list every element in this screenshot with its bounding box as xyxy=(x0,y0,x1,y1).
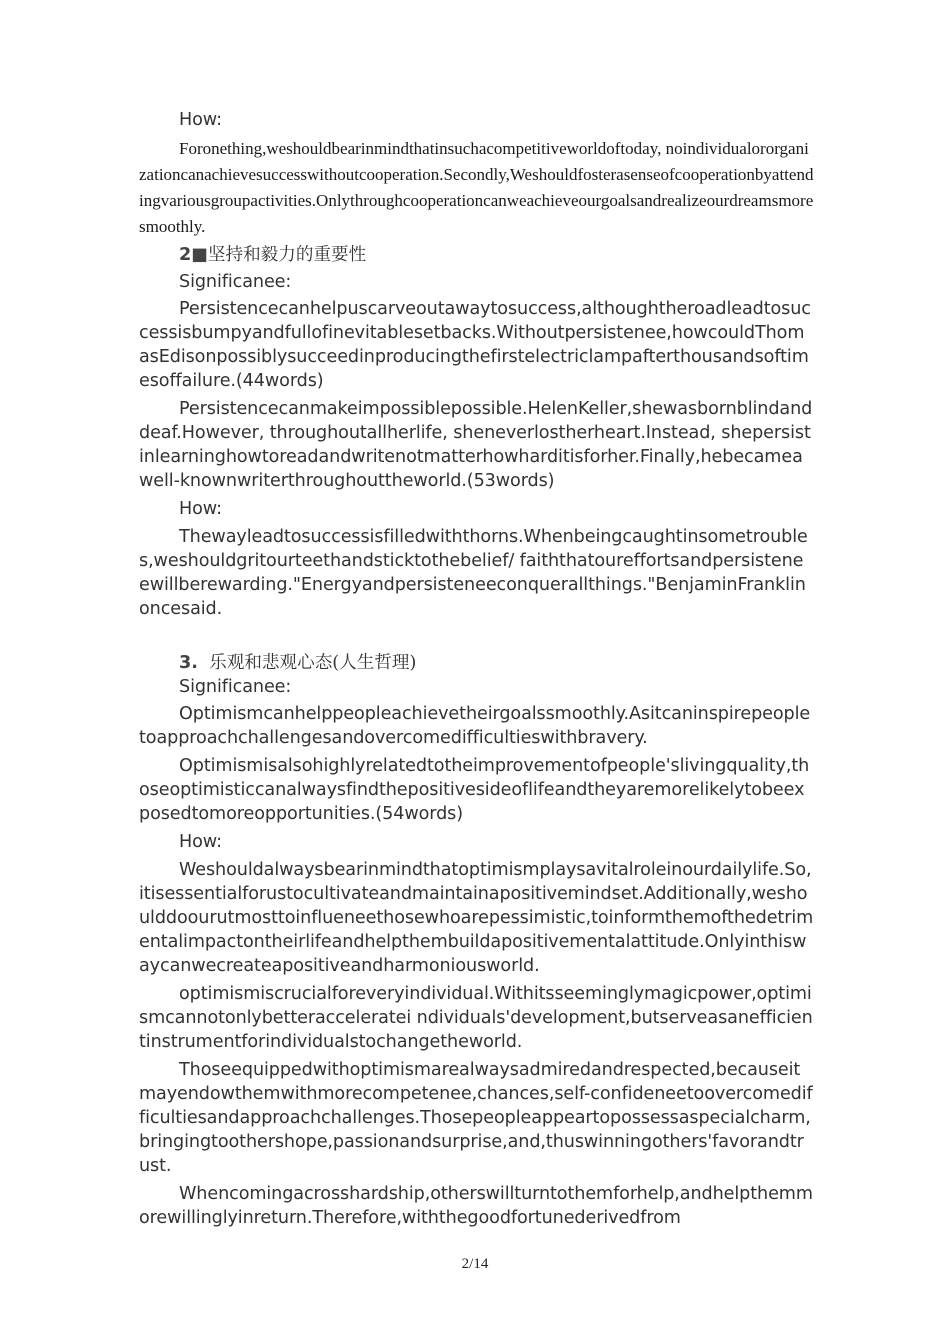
document-body xyxy=(139,108,814,1230)
significance-label-2: Significanee: xyxy=(179,272,292,292)
section-number-3: 3. xyxy=(179,653,198,673)
optimism-how-paragraph: Weshouldalwaysbearinmindthatoptimismplaysavitalroleinourdailylife.So,itisessentialforustocultivateandmaintainapositivemindset.Additionally,weshoulddoourutmosttoinflueneethosewhoarepessimistic,toinformthemofthedetrimentalimpactontheirlifeandhelpthembuildapositivementalattitude.Onlyinthiswaycanwecreateapositiveandharmoniousworld. xyxy=(139,860,814,976)
how-label-3: How: xyxy=(179,832,222,852)
section-title-3: 乐观和悲观心态(人生哲理) xyxy=(209,653,417,673)
optimism-paragraph-2: Optimismisalsohighlyrelatedtotheimprovementofpeople'slivingquality,thoseoptimisticcanalwaysfindthepositivesideoflifeandtheyaremorelikelytobeexposedtomoreopportunities.(54words) xyxy=(139,756,810,824)
section-heading-3 xyxy=(139,651,814,675)
cooperation-how-paragraph: Foronething,weshouldbearinmindthatinsuchacompetitiveworldoftoday, noindividualororganizationcanachievesuccesswithoutcooperation.Secondly,Weshouldfosterasenseofcooperationbyattendingvariousgroupactivities.Onlythroughcooperationcanweachieveourgoalsandrealizeourdreamsmoresmoothly. xyxy=(139,139,814,236)
persistence-paragraph-1: Persistencecanhelpuscarveoutawaytosuccess,althoughtheroadleadtosuccessisbumpyandfullofinevitablesetbacks.Withoutpersistenee,howcouldThomasEdisonpossiblysucceedinproducingthefirstelectriclampafterthousandsoftimesoffailure.(44words) xyxy=(139,299,811,391)
section-number-2: 2■ xyxy=(179,245,208,265)
section-title-2: 坚持和毅力的重要性 xyxy=(207,245,367,265)
optimism-paragraph-4: Thoseequippedwithoptimismarealwaysadmiredandrespected,becauseitmayendowthemwithmorecompetenee,chances,self-confideneetoovercomedifficultiesandapproachchallenges.Thosepeopleappeartopossessaspecialcharm,bringingtoothershope,passionandsurprise,and,thuswinningothers'favorandtrust. xyxy=(139,1060,813,1176)
significance-label-3: Significanee: xyxy=(179,677,292,697)
optimism-paragraph-3: optimismiscrucialforeveryindividual.Withitsseeminglymagicpower,optimismcannotonlybetteracceleratei ndividuals'development,butserveasanefficientinstrumentforindividualstochangetheworld. xyxy=(139,984,813,1052)
persistence-how-paragraph: Thewayleadtosuccessisfilledwiththorns.Whenbeingcaughtinsometroubles,weshouldgritourteethandsticktothebelief/ faiththatoureffortsandpersisteneewillberewarding."Energyandpersisteneeconquerallthings."BenjaminFranklinoncesaid. xyxy=(139,527,808,619)
persistence-paragraph-2: Persistencecanmakeimpossiblepossible.HelenKeller,shewasbornblindanddeaf.However, throughoutallherlife, sheneverlostherheart.Instead, shepersistinlearninghowtoreadandwritenotmatterhowharditisforher.Finally,hebecameawell-knownwriterthroughouttheworld.(53words) xyxy=(139,399,813,491)
how-label-2: How: xyxy=(179,499,222,519)
section-heading-2 xyxy=(139,243,814,267)
optimism-paragraph-1: Optimismcanhelppeopleachievetheirgoalssmoothly.Asitcaninspirepeopletoapproachchallengesandovercomedifficultieswithbravery. xyxy=(139,704,811,748)
optimism-paragraph-5: Whencomingacrosshardship,otherswillturntothemforhelp,andhelpthemmorewillinglyinreturn.Therefore,withthegoodfortunederivedfrom xyxy=(139,1184,813,1228)
page-number: 2/14 xyxy=(461,1256,489,1272)
how-label-1: How: xyxy=(179,110,222,130)
